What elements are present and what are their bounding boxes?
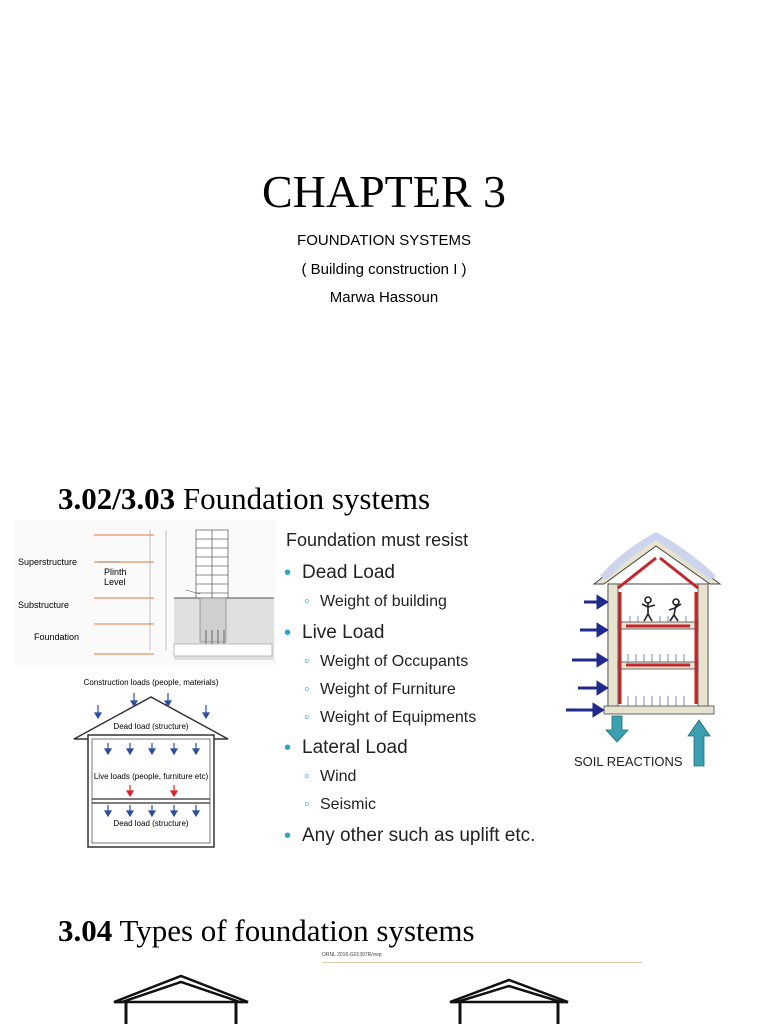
list-subitem-weight-furniture: ◦ Weight of Furniture [320, 681, 456, 699]
list-subitem-weight-building: ◦ Weight of building [320, 593, 447, 611]
list-subitem-wind: ◦ Wind [320, 768, 356, 786]
plinth-level-label [104, 567, 127, 587]
list-item-live-load: • Live Load [302, 622, 384, 644]
caption-divider [322, 962, 642, 963]
substructure-label: Substructure [18, 600, 70, 610]
house-loads-svg [62, 675, 240, 855]
house-outline-left [110, 972, 252, 1024]
list-item-dead-load: • Dead Load [302, 562, 395, 584]
slide2-heading-number: 3.02/3.03 [58, 481, 176, 516]
slide3-heading [58, 913, 475, 949]
level-word: Level [104, 577, 126, 587]
soil-reactions-diagram [560, 522, 732, 774]
list-subitem-seismic: ◦ Seismic [320, 796, 376, 814]
structure-section-svg [14, 520, 276, 665]
chapter-subtitle: FOUNDATION SYSTEMS [297, 232, 471, 249]
list-item-other: • Any other such as uplift etc. [302, 825, 535, 847]
house-loads-diagram [62, 675, 240, 855]
house-outline-right-svg [446, 976, 572, 1024]
course-name: ( Building construction I ) [301, 261, 467, 278]
soil-reactions-label: SOIL REACTIONS [574, 754, 683, 769]
figure-caption: ORNL 2016-G01397R/vwp [322, 952, 382, 958]
live-loads-label: Live loads (people, furniture etc) [93, 772, 209, 781]
slide2-heading [58, 481, 430, 517]
list-intro: Foundation must resist [286, 530, 469, 550]
foundation-label: Foundation [34, 632, 80, 642]
construction-loads-label: Construction loads (people, materials) [83, 678, 219, 687]
slide2-heading-text: Foundation systems [182, 481, 431, 516]
house-outline-left-svg [110, 972, 252, 1024]
chapter-title: CHAPTER 3 [261, 166, 507, 217]
list-subitem-weight-equipments: ◦ Weight of Equipments [320, 709, 476, 727]
plinth-word: Plinth [104, 567, 127, 577]
dead-load-bottom-label: Dead load (structure) [113, 819, 189, 828]
author-name: Marwa Hassoun [329, 289, 439, 306]
structure-section-diagram [14, 520, 276, 665]
slide3-heading-number: 3.04 [58, 913, 113, 948]
house-outline-right [446, 976, 572, 1024]
list-subitem-weight-occupants: ◦ Weight of Occupants [320, 653, 468, 671]
list-item-lateral-load: • Lateral Load [302, 737, 408, 759]
dead-load-top-label: Dead load (structure) [113, 722, 189, 731]
slide3-heading-text: Types of foundation systems [119, 913, 475, 948]
soil-reactions-svg [560, 522, 732, 774]
superstructure-label: Superstructure [18, 557, 78, 567]
